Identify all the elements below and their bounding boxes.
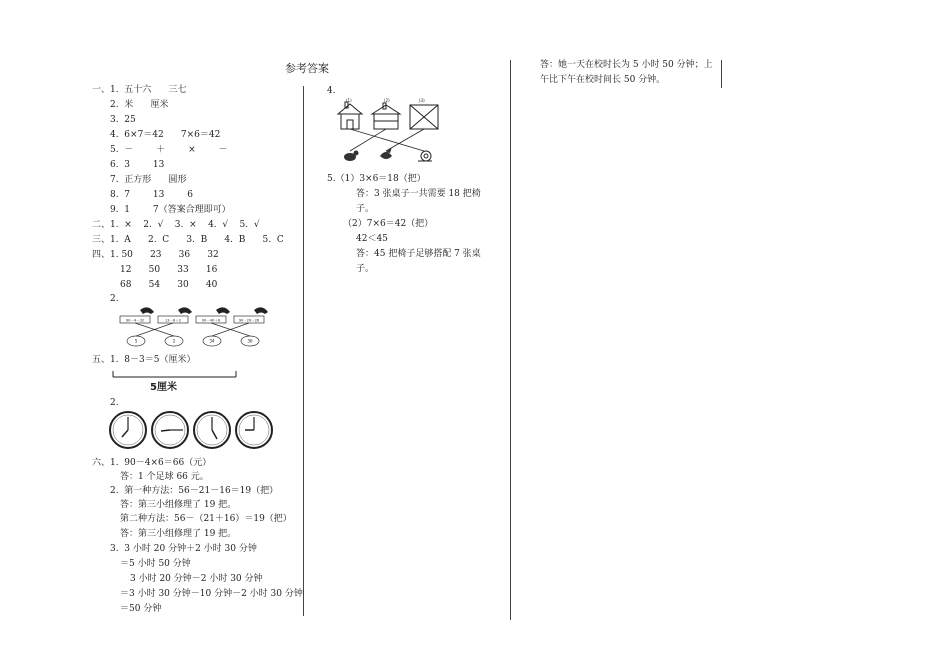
line-segment	[112, 370, 238, 378]
answer-line: 答：3 张桌子一共需要 18 把椅	[356, 189, 481, 199]
card-expression: 90－40＋6	[201, 318, 221, 323]
answer-line: 12 50 33 16	[120, 265, 218, 275]
clock-icon	[236, 412, 272, 448]
answer-line: 6. 3 13	[110, 160, 165, 170]
answer-line: 4. 6×7＝42 7×6＝42	[110, 130, 221, 140]
bird-icon	[380, 147, 392, 159]
house-icon	[372, 103, 400, 129]
column-divider-2	[510, 60, 511, 620]
column-divider-1	[303, 86, 304, 616]
answer-line: 四、1. 50 23 36 32	[92, 250, 219, 260]
clock-icon	[110, 412, 146, 448]
answer-line: 2. 米 厘米	[110, 100, 169, 110]
answer-value: 2	[172, 338, 176, 344]
answer-line: 子。	[356, 264, 375, 274]
clock-icon	[152, 412, 188, 448]
house-icon	[410, 105, 438, 129]
answer-line: （2）7×6＝42（把）	[343, 219, 434, 229]
answer-line: 8. 7 13 6	[110, 190, 193, 200]
house-label: (1)	[346, 98, 352, 103]
answer-line: 答：45 把椅子足够搭配 7 张桌	[356, 249, 481, 259]
house-icon	[338, 102, 362, 129]
answer-line: 2.	[110, 294, 119, 304]
answer-line: ＝3 小时 30 分钟－10 分钟－2 小时 30 分钟	[120, 589, 303, 599]
answer-line: 2.	[110, 398, 119, 408]
card-expression: 13－8＋2	[165, 318, 181, 323]
column-divider-3	[721, 60, 722, 88]
answer-line: 答：第三小组修理了 19 把。	[120, 500, 237, 510]
card-expression: 90－29－26	[238, 318, 260, 323]
answer-line: 2. 第一种方法：56－21－16＝19（把）	[110, 486, 279, 496]
house-label: (3)	[419, 98, 425, 103]
answer-line: 9. 1 7（答案合理即可）	[110, 205, 231, 215]
clock-icon	[194, 412, 230, 448]
answer-line: 答：她一天在校时长为 5 小时 50 分钟；上	[540, 60, 713, 70]
answer-line: 3. 25	[110, 115, 136, 125]
answer-line: 5.（1）3×6＝18（把）	[327, 174, 426, 184]
answer-line: ＝5 小时 50 分钟	[120, 559, 191, 569]
clocks-row	[108, 410, 273, 450]
answer-line: 午比下午在校时间长 50 分钟。	[540, 75, 666, 85]
snail-icon	[418, 151, 432, 161]
answer-line: 42＜45	[356, 234, 388, 244]
house-label: (2)	[384, 98, 390, 103]
bird-icon	[344, 151, 359, 162]
answer-line: 一、1. 五十六 三七	[92, 85, 187, 95]
answer-line: 答：第三小组修理了 19 把。	[120, 529, 237, 539]
answer-value: 34	[209, 338, 215, 344]
answer-line: 三、1. A 2. C 3. B 4. B 5. C	[92, 235, 284, 245]
answer-line: 7. 正方形 圆形	[110, 175, 187, 185]
answer-line: 五、1. 8－3＝5（厘米）	[92, 355, 196, 365]
answer-line: ＝50 分钟	[120, 604, 162, 614]
answer-line: 第二种方法：56－（21＋16）＝19（把）	[120, 514, 292, 524]
segment-label: 5厘米	[150, 382, 177, 393]
answer-value: 36	[247, 338, 253, 344]
answer-line: 二、1. × 2. √ 3. × 4. √ 5. √	[92, 220, 260, 230]
answer-value: 5	[134, 338, 138, 344]
answer-line: 答：1 个足球 66 元。	[120, 472, 209, 482]
answer-line: 5. － ＋ × －	[110, 145, 228, 155]
answer-line: 六、1. 90－4×6＝66（元）	[92, 458, 212, 468]
answer-line: 4.	[327, 86, 336, 96]
answer-line: 68 54 30 40	[120, 280, 218, 290]
answer-line: 子。	[356, 204, 375, 214]
bird-icon	[140, 307, 268, 314]
matching-diagram	[118, 306, 288, 352]
answer-line: 3 小时 20 分钟－2 小时 30 分钟	[130, 574, 263, 584]
page-title: 参考答案	[285, 62, 329, 75]
answer-line: 3. 3 小时 20 分钟＋2 小时 30 分钟	[110, 544, 257, 554]
house-matching-diagram	[334, 96, 446, 166]
card-expression: 90－4－32	[125, 318, 145, 323]
